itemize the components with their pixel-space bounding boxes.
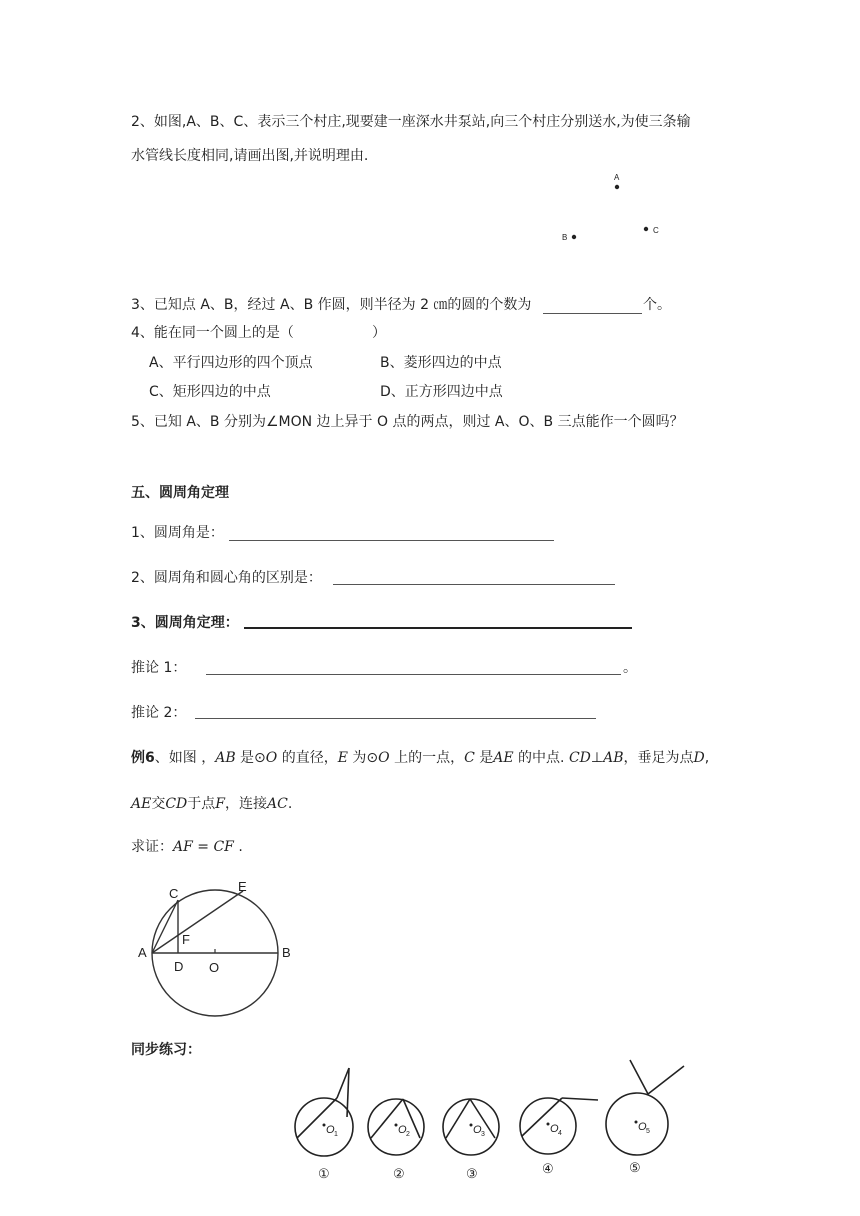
item2-label: 2、圆周角和圆心角的区别是： bbox=[131, 570, 322, 586]
q4-option-b: B、菱形四边的中点 bbox=[380, 355, 502, 371]
svg-text:③: ③ bbox=[466, 1166, 478, 1181]
q5-text: 5、已知 A、B 分别为∠MON 边上异于 O 点的两点，则过 A、O、B 三点能作一个圆吗？ bbox=[131, 414, 684, 430]
section-title: 五、圆周角定理 bbox=[131, 485, 229, 501]
label-f: F bbox=[182, 932, 190, 947]
svg-text:O: O bbox=[473, 1124, 482, 1136]
practice-figure-1 bbox=[295, 1068, 353, 1181]
q2-line2: 水管线长度相同,请画出图,并说明理由. bbox=[131, 148, 369, 164]
label-d: D bbox=[174, 959, 184, 974]
point-b-label: B bbox=[562, 233, 568, 242]
q2-line1: 2、如图,A、B、C、表示三个村庄,现要建一座深水井泵站,向三个村庄分别送水,为使三条输 bbox=[131, 114, 691, 130]
svg-text:1: 1 bbox=[334, 1131, 338, 1138]
corollary1-label: 推论 1： bbox=[131, 660, 187, 676]
svg-text:O: O bbox=[550, 1123, 559, 1135]
example6-line2: AE交CD于点F，连接AC. bbox=[131, 796, 293, 812]
label-b: B bbox=[282, 945, 291, 960]
practice-title: 同步练习： bbox=[131, 1042, 201, 1058]
item1-label: 1、圆周角是： bbox=[131, 525, 224, 541]
q4-option-d: D、正方形四边中点 bbox=[380, 384, 503, 400]
svg-text:O: O bbox=[326, 1124, 335, 1136]
q4-option-a: A、平行四边形的四个顶点 bbox=[149, 355, 313, 371]
svg-text:O: O bbox=[398, 1124, 407, 1136]
corollary2-label: 推论 2： bbox=[131, 705, 187, 721]
practice-figure-4 bbox=[520, 1098, 598, 1176]
point-c-label: C bbox=[653, 226, 659, 235]
label-o: O bbox=[209, 960, 220, 975]
q4-stem-close: ） bbox=[372, 325, 386, 341]
q4-stem: 4、能在同一个圆上的是（ bbox=[131, 325, 294, 341]
svg-text:①: ① bbox=[318, 1166, 330, 1181]
item3-label: 3、圆周角定理： bbox=[131, 615, 239, 631]
example6-prove: 求证：AF = CF . bbox=[131, 839, 243, 855]
practice-figure-5 bbox=[606, 1060, 684, 1175]
svg-text:⑤: ⑤ bbox=[629, 1160, 641, 1175]
q3-suffix: 个。 bbox=[643, 297, 671, 313]
svg-text:3: 3 bbox=[481, 1131, 485, 1138]
label-a: A bbox=[138, 945, 147, 960]
svg-text:O: O bbox=[638, 1121, 647, 1133]
svg-text:2: 2 bbox=[406, 1131, 410, 1138]
label-c: C bbox=[169, 886, 179, 901]
practice-figure-2 bbox=[368, 1099, 424, 1181]
svg-text:4: 4 bbox=[558, 1130, 562, 1137]
q4-option-c: C、矩形四边的中点 bbox=[149, 384, 271, 400]
q3-text: 3、已知点 A、B，经过 A、B 作圆，则半径为 2 ㎝的圆的个数为 bbox=[131, 297, 532, 313]
svg-text:5: 5 bbox=[646, 1128, 650, 1135]
example6-label: 例6 bbox=[131, 750, 155, 766]
label-e: E bbox=[238, 879, 247, 894]
practice-figure-3 bbox=[443, 1099, 499, 1181]
point-a-label: A bbox=[614, 173, 620, 182]
svg-text:④: ④ bbox=[542, 1161, 554, 1176]
svg-text:②: ② bbox=[393, 1166, 405, 1181]
corollary1-end: 。 bbox=[623, 660, 637, 676]
example6-line1: 例6、如图 ，AB 是⊙O 的直径，E 为⊙O 上的一点，C 是AE 的中点. CD⊥AB，垂足为点D, bbox=[131, 750, 710, 766]
